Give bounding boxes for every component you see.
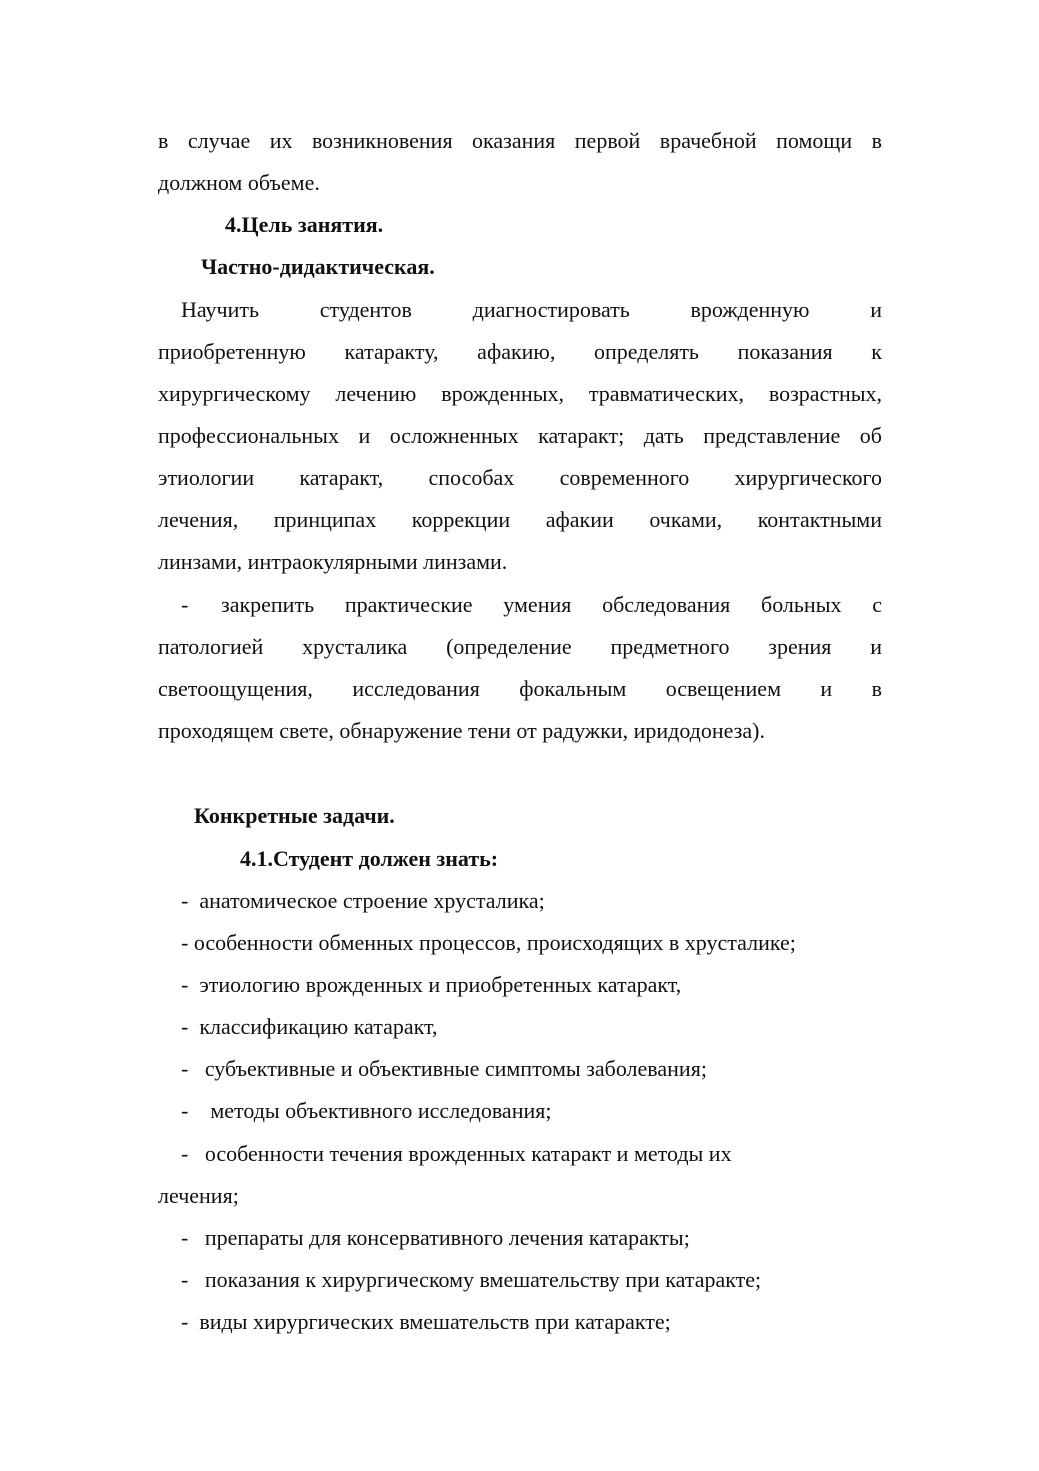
didactic-line-5: этиологии катаракт, способах современного хирургического <box>158 465 882 490</box>
skills-line-4: проходящем свете, обнаружение тени от радужки, иридодонеза). <box>158 718 765 743</box>
list-item: - виды хирургических вмешательств при катаракте; <box>181 1309 671 1334</box>
list-item: - показания к хирургическому вмешательству при катаракте; <box>181 1267 762 1292</box>
didactic-line-6: лечения, принципах коррекции афакии очками, контактными <box>158 507 882 532</box>
didactic-line-7: линзами, интраокулярными линзами. <box>158 549 508 574</box>
didactic-line-3: хирургическому лечению врожденных, травматических, возрастных, <box>158 381 882 406</box>
list-item: - классификацию катаракт, <box>181 1014 438 1039</box>
list-item: - особенности течения врожденных катаракт и методы их <box>181 1141 732 1166</box>
didactic-line-4: профессиональных и осложненных катаракт; дать представление об <box>158 423 882 448</box>
skills-dash: - <box>181 592 189 617</box>
list-item: - препараты для консервативного лечения катаракты; <box>181 1225 690 1250</box>
list-item: - особенности обменных процессов, происходящих в хрусталике; <box>181 930 796 955</box>
didactic-line-2: приобретенную катаракту, афакию, определять показания к <box>158 339 882 364</box>
list-item-continuation: лечения; <box>158 1183 239 1208</box>
skills-line-3: светоощущения, исследования фокальным освещением и в <box>158 676 882 701</box>
list-item: - субъективные и объективные симптомы заболевания; <box>181 1056 707 1081</box>
heading-know: 4.1.Студент должен знать: <box>240 846 499 871</box>
skills-line-1-text: закрепить практические умения обследования больных с <box>221 592 882 617</box>
list-item: - методы объективного исследования; <box>181 1098 552 1123</box>
list-item: - этиологию врожденных и приобретенных катаракт, <box>181 972 682 997</box>
skills-line-1 <box>181 591 882 619</box>
heading-tasks: Конкретные задачи. <box>194 803 395 828</box>
heading-didactic: Частно-дидактическая. <box>201 254 435 279</box>
heading-goal: 4.Цель занятия. <box>225 212 384 237</box>
list-item: - анатомическое строение хрусталика; <box>181 888 545 913</box>
didactic-line-1: Научить студентов диагностировать врожденную и <box>181 297 882 322</box>
skills-line-2: патологией хрусталика (определение предметного зрения и <box>158 634 882 659</box>
intro-line-1: в случае их возникновения оказания первой врачебной помощи в <box>158 128 882 153</box>
intro-line-2: должном объеме. <box>158 170 320 195</box>
